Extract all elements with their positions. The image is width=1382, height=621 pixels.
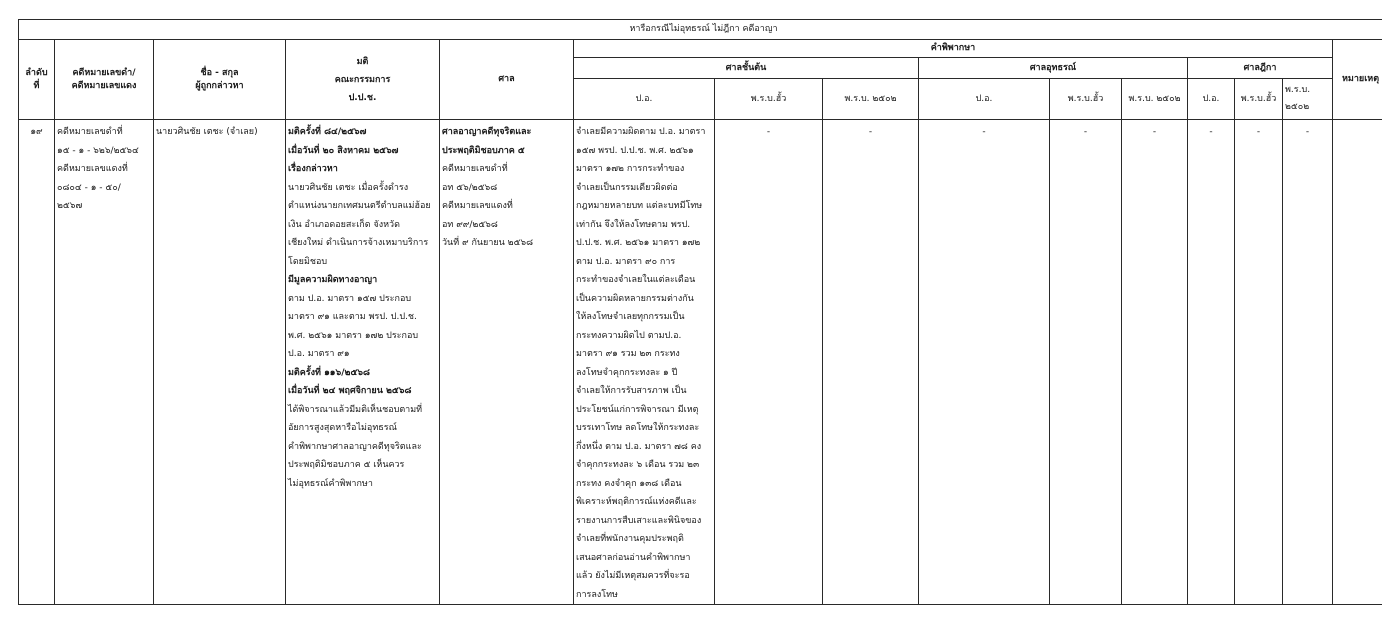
header-appeal-po: ป.อ. <box>919 79 1050 120</box>
header-first-po: ป.อ. <box>574 79 715 120</box>
cell-appeal-prb-2502: - <box>1122 120 1188 605</box>
header-appeal-prb-2502: พ.ร.บ. ๒๕๐๒ <box>1122 79 1188 120</box>
cell-case-number: คดีหมายเลขดำที่ ๑๕ - ๑ - ๖๒๖/๒๕๖๔ คดีหมายเลขแดงที่ ๐๘๐๔ - ๑ - ๕๐/ ๒๕๖๗ <box>55 120 154 605</box>
offence-text: ตาม ป.อ. มาตรา ๑๕๗ ประกอบ มาตรา ๙๑ และตาม พรป. ป.ป.ช. พ.ศ. ๒๕๖๑ มาตรา ๑๗๒ ประกอบ ป.อ. มาตรา ๙๑ <box>288 293 419 359</box>
header-case-number: คดีหมายเลขดำ/ คดีหมายเลขแดง <box>55 40 154 120</box>
court-name: ศาลอาญาคดีทุจริตและ ประพฤติมิชอบภาค ๕ <box>442 127 532 156</box>
header-row-1 <box>19 40 1382 58</box>
cell-court <box>440 120 574 605</box>
resolution-2-date: เมื่อวันที่ ๒๔ พฤศจิกายน ๒๕๖๘ <box>288 386 412 396</box>
header-supreme-po: ป.อ. <box>1188 79 1235 120</box>
header-remarks: หมายเหตุ <box>1333 40 1382 120</box>
court-details: คดีหมายเลขดำที่ อท ๕๖/๒๕๖๘ คดีหมายเลขแดงที่ อท ๙๙/๒๕๖๘ วันที่ ๙ กันยายน ๒๕๖๘ <box>442 164 534 248</box>
cell-first-prb-2502: - <box>823 120 919 605</box>
header-court: ศาล <box>440 40 574 120</box>
cell-supreme-prb-old: - <box>1235 120 1283 605</box>
header-judgment: คำพิพากษา <box>574 40 1333 58</box>
cell-supreme-prb-2502: - <box>1283 120 1333 605</box>
header-supreme-prb-2502: พ.ร.บ. ๒๕๐๒ <box>1283 79 1333 120</box>
cell-appeal-prb-old: - <box>1050 120 1122 605</box>
header-supreme-court: ศาลฎีกา <box>1188 58 1333 79</box>
cell-first-po-judgment: จำเลยมีความผิดตาม ป.อ. มาตรา ๑๕๗ พรป. ป.ป.ช. พ.ศ. ๒๕๖๑ มาตรา ๑๗๒ การกระทำของ จำเลยเป็นกรรมเดียวผิดต่อ กฎหมายหลายบท แต่ละบทมีโทษ เท่ากัน จึงให้ลงโทษตาม พรป. ป.ป.ช. พ.ศ. ๒๕๖๑ มาตรา ๑๗๒ ตาม ป.อ. มาตรา ๙๐ การ กระทำของจำเลยในแต่ละเดือน เป็นความผิดหลายกรรมต่างกัน ให้ลงโทษจำเลยทุกกรรมเป็น กระทงความผิดไป ตามป.อ. มาตรา ๙๑ รวม ๒๓ กระทง ลงโทษจำคุกกระทงละ ๑ ปี จำเลยให้การรับสารภาพ เป็น ประโยชน์แก่การพิจารณา มีเหตุ บรรเทาโทษ ลดโทษให้กระทงละ กึ่งหนึ่ง ตาม ป.อ. มาตรา ๗๘ คง จำคุกกระทงละ ๖ เดือน รวม ๒๓ กระทง คงจำคุก ๑๓๘ เดือน พิเคราะห์พฤติการณ์แห่งคดีและ รายงานการสืบเสาะและพินิจของ จำเลยที่พนักงานคุมประพฤติ เสนอศาลก่อนอ่านคำพิพากษา แล้ว ยังไม่มีเหตุสมควรที่จะรอ การลงโทษ <box>574 120 715 605</box>
cell-first-prb-old: - <box>715 120 823 605</box>
table-caption: หารือกรณีไม่อุทธรณ์ ไม่ฎีกา คดีอาญา <box>19 20 1382 40</box>
table-row <box>19 120 1382 605</box>
offence-label: มีมูลความผิดทางอาญา <box>288 275 378 285</box>
resolution-1-title: มติครั้งที่ ๘๔/๒๕๖๗ <box>288 127 367 137</box>
header-first-prb-old: พ.ร.บ.ฮั้ว <box>715 79 823 120</box>
case-table <box>18 19 1382 605</box>
subject-text: นายวศินชัย เตชะ เมื่อครั้งดำรง ตำแหน่งนายกเทศมนตรีตำบลแม่ฮ้อย เงิน อำเภอดอยสะเก็ด จังหวัด เชียงใหม่ ดำเนินการจ้างเหมาบริการ โดยมิชอบ <box>288 182 431 267</box>
header-resolution: มติ คณะกรรมการ ป.ป.ช. <box>286 40 440 120</box>
cell-appeal-po: - <box>919 120 1050 605</box>
header-accused: ชื่อ - สกุล ผู้ถูกกล่าวหา <box>154 40 286 120</box>
cell-supreme-po: - <box>1188 120 1235 605</box>
header-appeal-prb-old: พ.ร.บ.ฮั้ว <box>1050 79 1122 120</box>
cell-remarks <box>1333 120 1382 605</box>
cell-seq: ๑๙ <box>19 120 55 605</box>
resolution-2-title: มติครั้งที่ ๑๑๖/๒๕๖๘ <box>288 367 370 378</box>
header-first-instance: ศาลชั้นต้น <box>574 58 919 79</box>
caption-row <box>19 20 1382 40</box>
cell-accused: นายวศินชัย เตชะ (จำเลย) <box>154 120 286 605</box>
cell-resolution <box>286 120 440 605</box>
header-supreme-prb-old: พ.ร.บ.ฮั้ว <box>1235 79 1283 120</box>
header-first-prb-2502: พ.ร.บ. ๒๕๐๒ <box>823 79 919 120</box>
resolution-2-text: ได้พิจารณาแล้วมีมติเห็นชอบตามที่ อัยการสูงสุดหารือไม่อุทธรณ์ คำพิพากษาศาลอาญาคดีทุจริตและ ประพฤติมิชอบภาค ๕ เห็นควร ไม่อุทธรณ์คำพิพากษา <box>288 404 423 489</box>
header-appeal-court: ศาลอุทธรณ์ <box>919 58 1188 79</box>
resolution-1-date: เมื่อวันที่ ๒๐ สิงหาคม ๒๕๖๗ <box>288 145 399 156</box>
header-seq: ลำดับ ที่ <box>19 40 55 120</box>
subject-label: เรื่องกล่าวหา <box>288 164 338 174</box>
